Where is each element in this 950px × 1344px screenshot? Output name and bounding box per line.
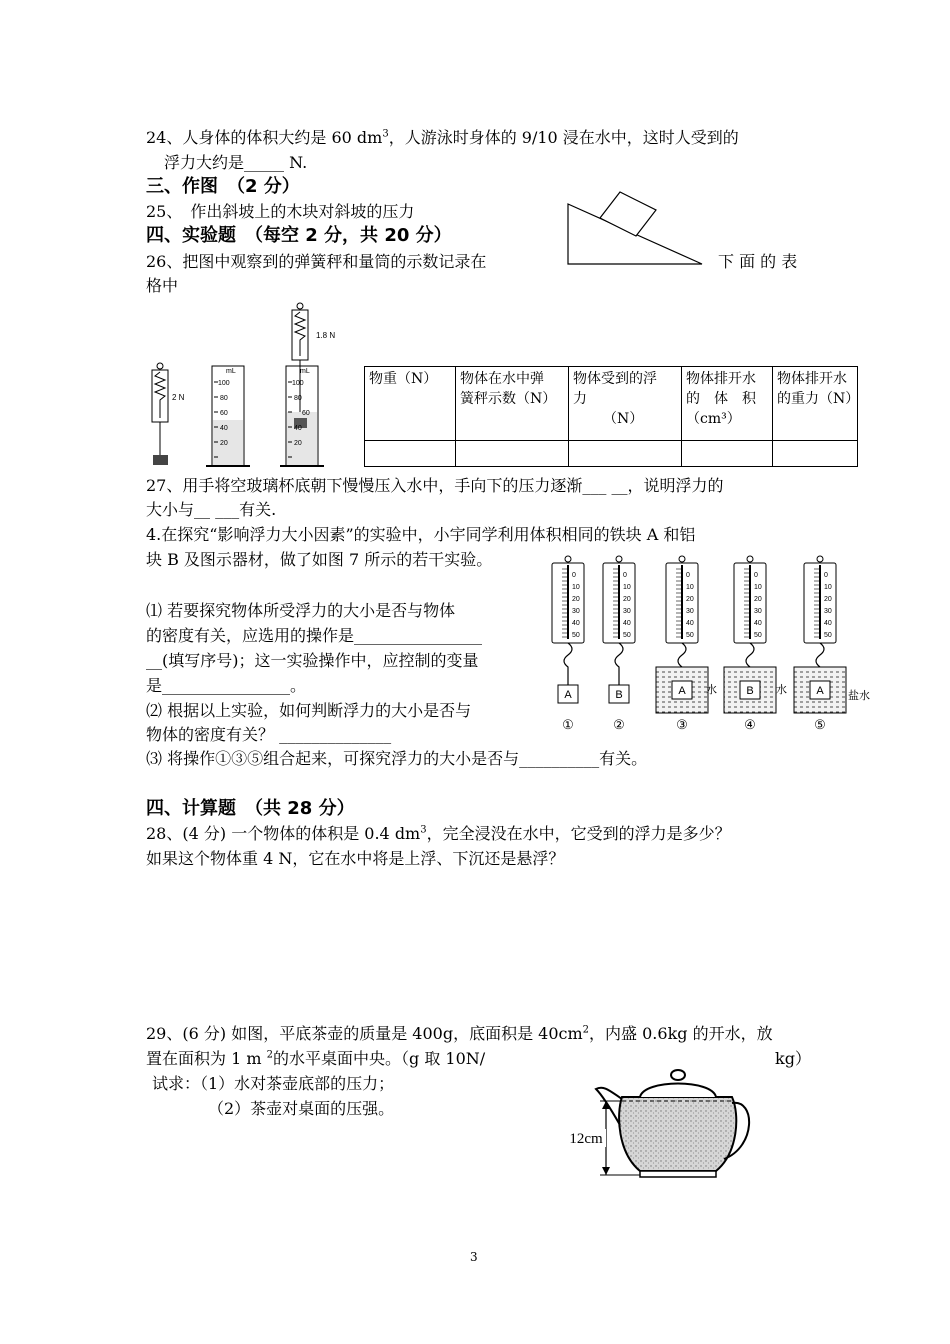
- step-label-2: ②: [613, 718, 625, 733]
- cyl2-tick-80: 80: [294, 395, 302, 402]
- step-label-3: ③: [676, 718, 688, 733]
- record-table-header-row: [365, 367, 858, 441]
- step-label-5: ⑤: [814, 718, 826, 733]
- s1-tick-0: 0: [572, 572, 576, 579]
- header-displaced-weight: 物体排开水 的重力（N）: [773, 367, 858, 441]
- q27-line2: 大小与__ ___有关.: [146, 500, 277, 519]
- block-label-4: B: [746, 685, 754, 697]
- answer-cell-3[interactable]: [569, 441, 682, 467]
- spring-cylinder-figure: [146, 300, 361, 470]
- cyl1-tick-80: 80: [220, 395, 228, 402]
- s2-tick-0: 0: [623, 572, 627, 579]
- answer-cell-2[interactable]: [456, 441, 569, 467]
- q27-line1: 27、用手将空玻璃杯底朝下慢慢压入水中，手向下的压力逐渐___ __，说明浮力的: [146, 476, 724, 495]
- answer-cell-1[interactable]: [365, 441, 456, 467]
- cyl2-tick-60: 60: [302, 410, 310, 417]
- block-label-1: A: [564, 689, 572, 701]
- q4-part3: ⑶ 将操作①③⑤组合起来，可探究浮力的大小是否与__________有关。: [146, 749, 648, 768]
- block-label-2: B: [615, 689, 623, 701]
- spring-scale-step-1: [552, 556, 584, 733]
- q25-text: 25、 作出斜坡上的木块对斜坡的压力: [146, 202, 415, 221]
- q4-part1-line1: ⑴ 若要探究物体所受浮力的大小是否与物体: [146, 601, 456, 620]
- s5-tick-10: 10: [824, 584, 832, 591]
- s5-tick-0: 0: [824, 572, 828, 579]
- q29-line2-unit: kg）: [775, 1049, 811, 1068]
- q4-part2-line2: 物体的密度有关？ ______________: [146, 725, 392, 744]
- s3-tick-10: 10: [686, 584, 694, 591]
- cyl1-tick-40: 40: [220, 425, 228, 432]
- measuring-cylinder-1: [206, 366, 250, 466]
- s4-tick-0: 0: [754, 572, 758, 579]
- s5-tick-20: 20: [824, 596, 832, 603]
- block-label-3: A: [678, 685, 686, 697]
- s3-tick-30: 30: [686, 608, 694, 615]
- step-label-1: ①: [562, 718, 574, 733]
- cyl2-tick-40: 40: [294, 425, 302, 432]
- buoyancy-experiment-figure: [548, 555, 870, 735]
- q29-line1: 29、(6 分) 如图，平底茶壶的质量是 400g，底面积是 $40cm^2$，内盛 0.6kg 的开水，放: [146, 1024, 773, 1043]
- s4-tick-50: 50: [754, 632, 762, 639]
- s4-tick-40: 40: [754, 620, 762, 627]
- q4-part1-line3: __(填写序号)；这一实验操作中，应控制的变量: [146, 651, 479, 670]
- s1-tick-10: 10: [572, 584, 580, 591]
- cyl2-tick-100: 100: [292, 380, 304, 387]
- s5-tick-40: 40: [824, 620, 832, 627]
- spring-label-2: 1.8 N: [316, 331, 336, 340]
- q4-part1-line2: 的密度有关，应选用的操作是________________: [146, 626, 483, 645]
- cyl1-tick-60: 60: [220, 410, 228, 417]
- cyl1-tick-100: 100: [218, 380, 230, 387]
- spring-scale-step-5: [794, 556, 870, 733]
- header-displaced-volume: 物体排开水 的 体 积 （cm³）: [682, 367, 773, 441]
- s2-tick-40: 40: [623, 620, 631, 627]
- section-3-title: 三、作图 （2 分）: [146, 176, 300, 197]
- cyl1-tick-20: 20: [220, 440, 228, 447]
- answer-cell-4[interactable]: [682, 441, 773, 467]
- liquid-label-5: 盐水: [848, 689, 870, 702]
- s4-tick-30: 30: [754, 608, 762, 615]
- q29-line2: 置在面积为 1 m $^2$的水平桌面中央。（g 取 10N/: [146, 1049, 486, 1068]
- measuring-cylinder-2: [280, 366, 324, 466]
- q26-line2: 格中: [146, 276, 179, 295]
- cyl1-unit: mL: [226, 368, 236, 375]
- q26-line1: 26、把图中观察到的弹簧秤和量筒的示数记录在: [146, 252, 487, 271]
- cyl2-unit: mL: [300, 368, 310, 375]
- header-weight: 物重（N）: [365, 367, 456, 441]
- s4-tick-20: 20: [754, 596, 762, 603]
- step-label-4: ④: [744, 718, 756, 733]
- teapot-body: [619, 1097, 736, 1171]
- s5-tick-50: 50: [824, 632, 832, 639]
- section-4-title: 四、实验题 （每空 2 分，共 20 分）: [146, 225, 452, 246]
- teapot-figure: [560, 1055, 750, 1185]
- s2-tick-30: 30: [623, 608, 631, 615]
- spring-scale-1: [152, 363, 185, 465]
- record-table: [364, 366, 858, 467]
- slope-figure: [560, 188, 710, 268]
- teapot-height-label: 12cm: [569, 1131, 603, 1147]
- section-calc-title: 四、计算题 （共 28 分）: [146, 798, 355, 819]
- s1-tick-30: 30: [572, 608, 580, 615]
- teapot-knob: [671, 1070, 685, 1080]
- q4-line1: 4.在探究“影响浮力大小因素”的实验中，小宇同学利用体积相同的铁块 A 和铝: [146, 525, 696, 544]
- q24-line1: 24、人身体的体积大约是 60 $dm^3$，人游泳时身体的 9/10 浸在水中，这时人受到的: [146, 128, 739, 147]
- q28-line2: 如果这个物体重 4 N，它在水中将是上浮、下沉还是悬浮？: [146, 849, 565, 868]
- q28-line1: 28、(4 分) 一个物体的体积是 0.4 $dm^3$，完全浸没在水中，它受到的浮力是多少？: [146, 824, 731, 843]
- page-number: 3: [470, 1250, 478, 1264]
- answer-cell-5[interactable]: [773, 441, 858, 467]
- liquid-label-3: 水: [706, 683, 717, 696]
- s3-tick-50: 50: [686, 632, 694, 639]
- block-label-5: A: [816, 685, 824, 697]
- q24-line2: 浮力大约是_____ N.: [164, 153, 308, 172]
- s2-tick-50: 50: [623, 632, 631, 639]
- cyl2-tick-20: 20: [294, 440, 302, 447]
- spring-scale-step-3: [656, 556, 717, 733]
- s2-tick-10: 10: [623, 584, 631, 591]
- s1-tick-20: 20: [572, 596, 580, 603]
- s2-tick-20: 20: [623, 596, 631, 603]
- q29-line4: （2）茶壶对桌面的压强。: [208, 1099, 395, 1118]
- s3-tick-0: 0: [686, 572, 690, 579]
- q4-line2: 块 B 及图示器材，做了如图 7 所示的若干实验。: [146, 550, 493, 569]
- s3-tick-20: 20: [686, 596, 694, 603]
- spring-label-1: 2 N: [172, 393, 185, 402]
- q4-part2-line1: ⑵ 根据以上实验，如何判断浮力的大小是否与: [146, 701, 472, 720]
- teapot-lid: [640, 1084, 716, 1098]
- wooden-block: [600, 192, 656, 236]
- s4-tick-10: 10: [754, 584, 762, 591]
- record-table-answer-row: [365, 441, 858, 467]
- q29-line3: 试求：（1）水对茶壶底部的压力；: [152, 1074, 395, 1093]
- header-buoyancy: 物体受到的浮 力 （N）: [569, 367, 682, 441]
- s1-tick-40: 40: [572, 620, 580, 627]
- q26-line1-right: 下 面 的 表: [718, 252, 798, 271]
- header-scale-reading: 物体在水中弹 簧秤示数（N）: [456, 367, 569, 441]
- q4-part1-line4: 是________________。: [146, 676, 307, 695]
- s3-tick-40: 40: [686, 620, 694, 627]
- s5-tick-30: 30: [824, 608, 832, 615]
- spring-scale-step-4: [724, 556, 787, 733]
- spring-scale-step-2: [603, 556, 635, 733]
- liquid-label-4: 水: [776, 683, 787, 696]
- s1-tick-50: 50: [572, 632, 580, 639]
